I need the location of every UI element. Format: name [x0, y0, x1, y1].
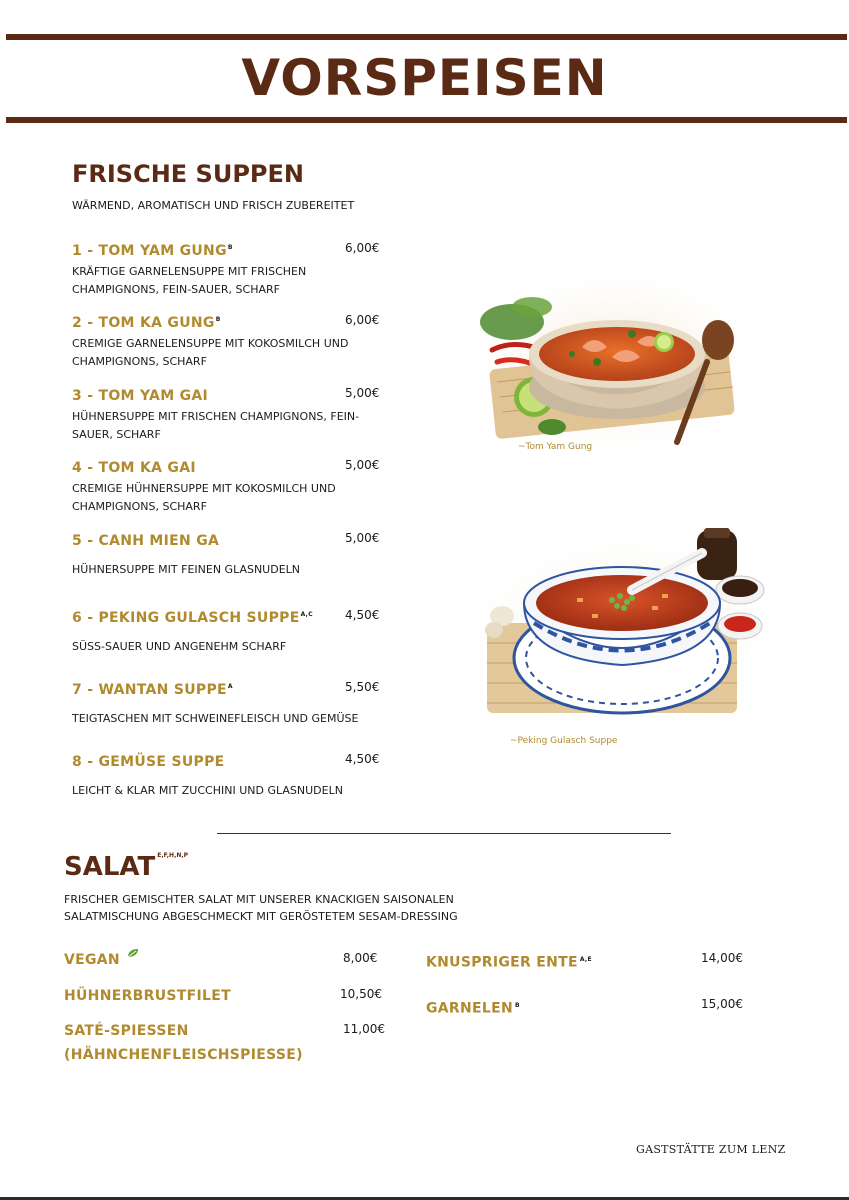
allergen-code: A [227, 683, 233, 691]
item-price: 4,50€ [345, 608, 380, 622]
salad-section-title: SALAT $^{E,F,H,N,P}$ [64, 852, 189, 882]
allergen-code: B [515, 1002, 520, 1009]
section-divider [217, 833, 671, 834]
salad-price-huehnerbrustfilet: 10,50€ [340, 987, 382, 1001]
salad-item-garnelen: GARNELEN $^B$ [426, 1000, 520, 1017]
item-price: 4,50€ [345, 752, 380, 766]
item-price: 6,00€ [345, 241, 380, 255]
peking-gulasch-suppe-image [472, 528, 772, 733]
item-name: 7 - WANTAN $SUPPE^A$ [72, 682, 233, 698]
page-title: VORSPEISEN [241, 49, 608, 107]
peking-gulasch-suppe-caption: ~Peking Gulasch Suppe [510, 736, 618, 746]
item-description: KRÄFTIGE GARNELENSUPPE MIT FRISCHEN CHAMPIGNONS, FEIN-SAUER, SCHARF [72, 265, 307, 296]
allergen-code: B [227, 244, 233, 252]
menu-item-peking-gulasch-suppe [72, 610, 392, 656]
menu-item-tom-yam-gung [72, 243, 392, 299]
item-name: 2 - TOM KA $GUNG^B$ [72, 315, 221, 331]
salad-item-vegan: VEGAN [64, 948, 139, 972]
allergen-code: A,C [300, 611, 313, 619]
menu-item-tom-yam-gai [72, 388, 392, 444]
item-price: 5,00€ [345, 458, 380, 472]
salad-item-knuspriger-ente: KNUSPRIGER ENTE $^{A,E}$ [426, 954, 592, 971]
leaf-icon [127, 948, 139, 958]
item-name: 1 - TOM YAM $GUNG^B$ [72, 243, 233, 259]
salad-item-huehnerbrustfilet: HÜHNERBRUSTFILET [64, 988, 231, 1004]
soups-subtitle: WÄRMEND, AROMATISCH UND FRISCH ZUBEREITET [72, 199, 355, 212]
tom-yam-gung-image [472, 262, 762, 457]
allergen-code: A,E [579, 956, 592, 963]
item-price: 5,00€ [345, 531, 380, 545]
salad-price-sate-spiessen: 11,00€ [343, 1022, 385, 1036]
menu-item-tom-ka-gai [72, 460, 392, 516]
allergen-code: B [215, 316, 221, 324]
item-name: 6 - PEKING GULASCH $SUPPE^{A,C}$ [72, 610, 313, 626]
allergen-code: E,F,H,N,P [157, 852, 189, 859]
item-description: HÜHNERSUPPE MIT FRISCHEN CHAMPIGNONS, FEIN-SAUER, SCHARF [72, 410, 360, 441]
item-description: HÜHNERSUPPE MIT FEINEN GLASNUDELN [72, 563, 301, 576]
item-description: CREMIGE GARNELENSUPPE MIT KOKOSMILCH UND CHAMPIGNONS, SCHARF [72, 337, 349, 368]
tom-yam-gung-caption: ~Tom Yam Gung [518, 442, 593, 452]
item-description: LEICHT & KLAR MIT ZUCCHINI UND GLASNUDELN [72, 784, 343, 797]
soups-section-title: FRISCHE SUPPEN [72, 160, 304, 188]
restaurant-name-footer: GASTSTÄTTE ZUM LENZ [636, 1143, 786, 1156]
item-description: SÜSS-SAUER UND ANGENEHM SCHARF [72, 640, 287, 653]
menu-item-tom-ka-gung [72, 315, 392, 371]
item-name: 3 - TOM YAM GAI [72, 388, 209, 404]
menu-item-canh-mien-ga [72, 533, 392, 579]
item-name: 4 - TOM KA GAI [72, 460, 196, 476]
item-description: CREMIGE HÜHNERSUPPE MIT KOKOSMILCH UND CHAMPIGNONS, SCHARF [72, 482, 336, 513]
menu-item-gemuese-suppe [72, 754, 392, 800]
item-price: 5,00€ [345, 386, 380, 400]
salad-description: FRISCHER GEMISCHTER SALAT MIT UNSERER KNACKIGEN SAISONALEN SALATMISCHUNG ABGESCHMECKT MIT GERÖSTETEM SESAM-DRESSING [64, 893, 458, 923]
header-top-rule [6, 34, 847, 40]
salad-item-sate-spiessen: SATÉ-SPIESSEN (HÄHNCHENFLEISCHSPIESSE) [64, 1023, 303, 1063]
item-price: 6,00€ [345, 313, 380, 327]
salad-price-knuspriger-ente: 14,00€ [701, 951, 743, 965]
salad-price-vegan: 8,00€ [343, 951, 378, 965]
item-name: 5 - CANH MIEN GA [72, 533, 220, 549]
menu-item-wantan-suppe [72, 682, 392, 728]
item-name: 8 - GEMÜSE SUPPE [72, 754, 225, 770]
item-description: TEIGTASCHEN MIT SCHWEINEFLEISCH UND GEMÜSE [72, 712, 359, 725]
item-price: 5,50€ [345, 680, 380, 694]
header-bottom-rule [6, 117, 847, 123]
salad-price-garnelen: 15,00€ [701, 997, 743, 1011]
